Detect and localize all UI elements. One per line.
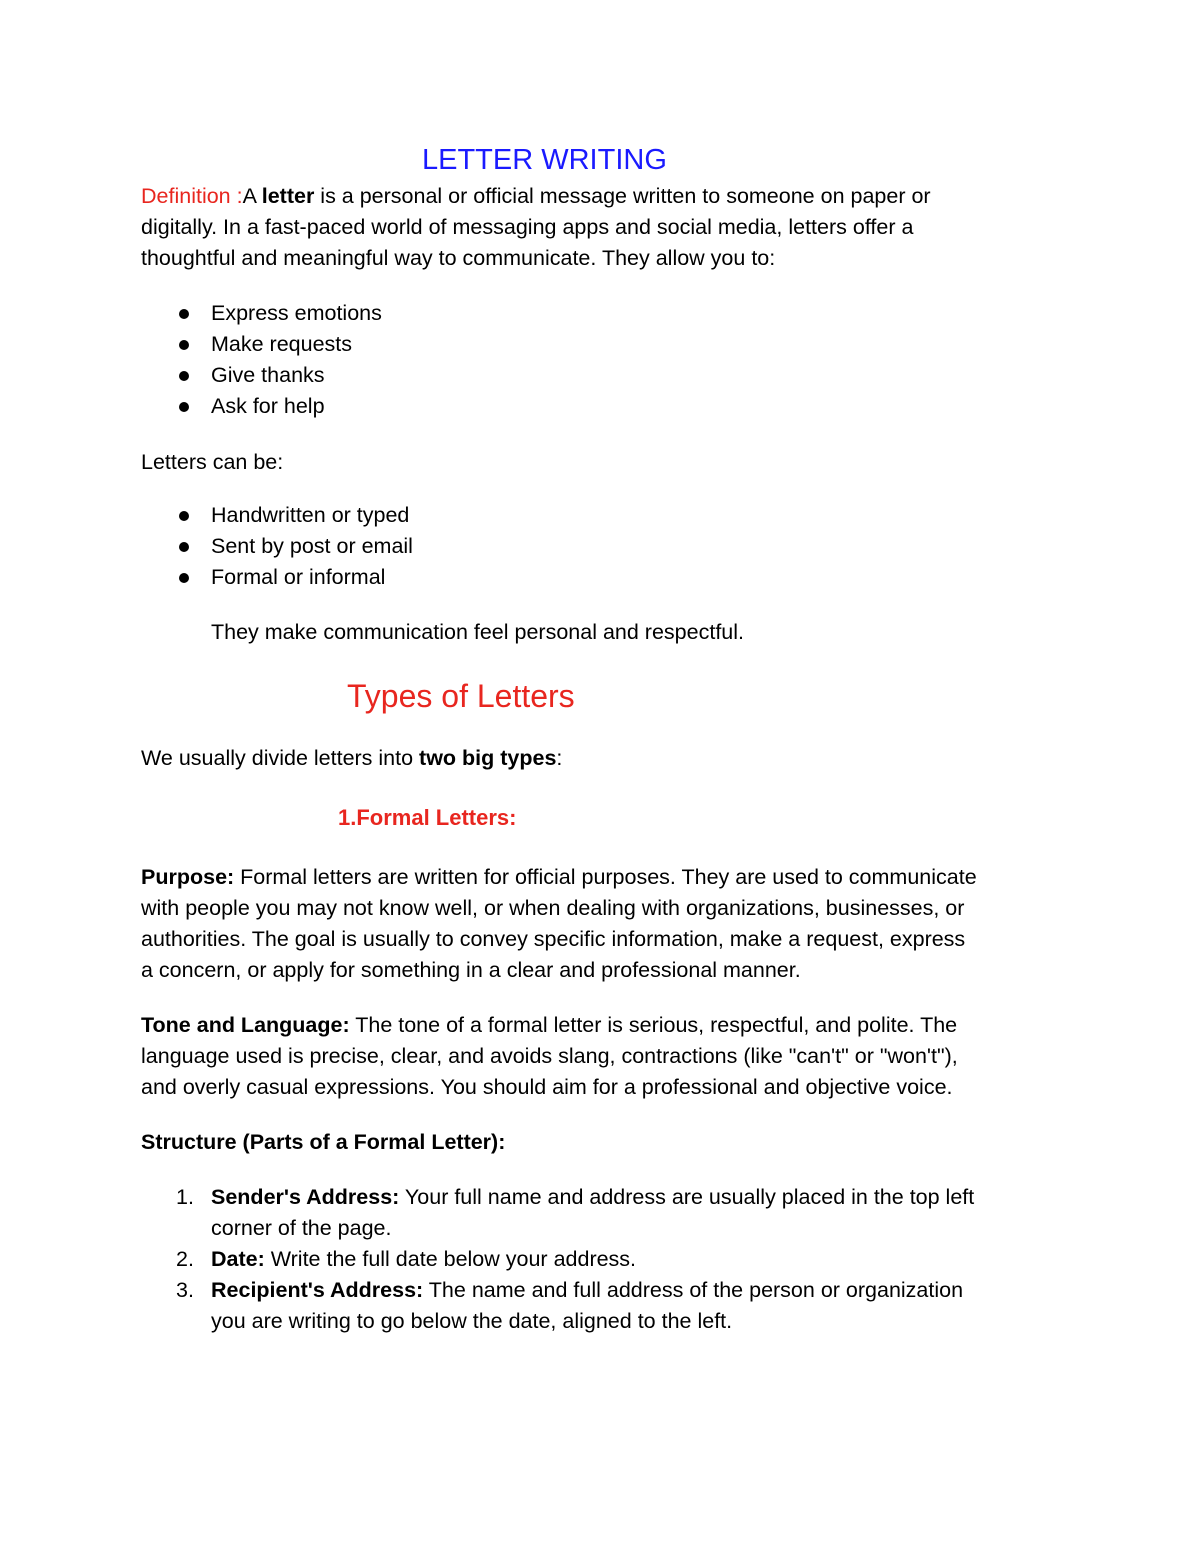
- list-number: 1.: [176, 1185, 194, 1209]
- purpose-line-2: with people you may not know well, or when dealing with organizations, businesses, or: [141, 896, 965, 920]
- list-item: Handwritten or typed: [0, 500, 1200, 531]
- document-title: LETTER WRITING: [422, 144, 667, 176]
- structure-item-line-1: Sender's Address: Your full name and address are usually placed in the top left: [211, 1185, 975, 1209]
- purpose-label: Purpose:: [141, 865, 235, 889]
- list-item: Express emotions: [0, 298, 1200, 329]
- bullet-icon: [179, 340, 189, 350]
- list-item: Formal or informal: [0, 562, 1200, 593]
- list-number: 2.: [176, 1247, 194, 1271]
- structure-item-line-1: Date: Write the full date below your address.: [211, 1247, 637, 1271]
- list-item: Give thanks: [0, 360, 1200, 391]
- formal-letters-heading: 1.Formal Letters:: [338, 805, 517, 830]
- bullet-icon: [179, 573, 189, 583]
- definition-line-2: digitally. In a fast-paced world of messaging apps and social media, letters offer a: [141, 215, 914, 239]
- list-item: Ask for help: [0, 391, 1200, 422]
- letter-term: letter: [261, 184, 315, 208]
- list-item: Make requests: [0, 329, 1200, 360]
- tone-line-3: and overly casual expressions. You should aim for a professional and objective voice.: [141, 1075, 953, 1099]
- structure-item-line-2: corner of the page.: [211, 1216, 392, 1240]
- bullet-icon: [179, 371, 189, 381]
- letters-can-be-text: Letters can be:: [141, 450, 284, 474]
- tone-label: Tone and Language:: [141, 1013, 350, 1037]
- definition-line-3: thoughtful and meaningful way to communicate. They allow you to:: [141, 246, 776, 270]
- purpose-line-1: Purpose: Formal letters are written for official purposes. They are used to communicate: [141, 865, 977, 889]
- structure-item-line-1: Recipient's Address: The name and full address of the person or organization: [211, 1278, 964, 1302]
- bullet-icon: [179, 402, 189, 412]
- purpose-line-3: authorities. The goal is usually to convey specific information, make a request, express: [141, 927, 966, 951]
- tone-line-2: language used is precise, clear, and avoids slang, contractions (like "can't" or "won't"),: [141, 1044, 958, 1068]
- types-intro: We usually divide letters into two big types:: [141, 746, 563, 770]
- types-heading: Types of Letters: [347, 678, 575, 714]
- list-item: Sent by post or email: [0, 531, 1200, 562]
- bullet-icon: [179, 309, 189, 319]
- definition-line-1: Definition :A letter is a personal or official message written to someone on paper or: [141, 184, 931, 208]
- purpose-line-4: a concern, or apply for something in a clear and professional manner.: [141, 958, 801, 982]
- bullet-icon: [179, 542, 189, 552]
- structure-heading: Structure (Parts of a Formal Letter):: [141, 1130, 506, 1154]
- tone-line-1: Tone and Language: The tone of a formal letter is serious, respectful, and polite. The: [141, 1013, 958, 1037]
- closing-note: They make communication feel personal and respectful.: [211, 620, 744, 644]
- structure-item-line-2: you are writing to go below the date, aligned to the left.: [211, 1309, 733, 1333]
- bullet-icon: [179, 511, 189, 521]
- list-number: 3.: [176, 1278, 194, 1302]
- definition-label: Definition :: [141, 184, 243, 208]
